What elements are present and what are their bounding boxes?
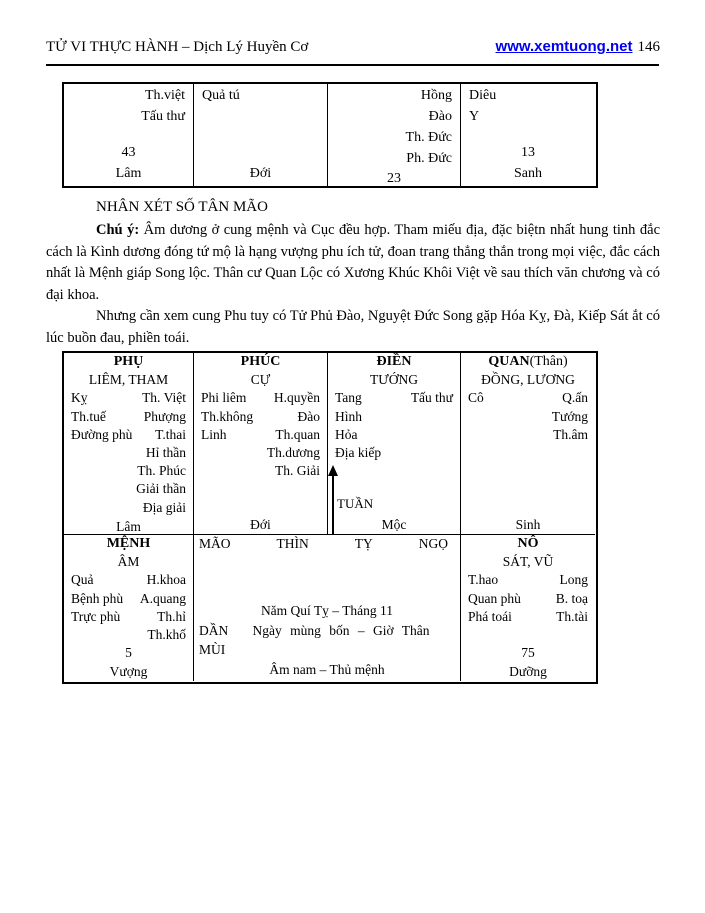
palace-main-stars: ÂM bbox=[117, 554, 140, 570]
palace-stage: Sinh bbox=[515, 517, 541, 532]
cell-number bbox=[202, 143, 319, 163]
star-name-right: Đào bbox=[297, 408, 320, 424]
star-name-left: Quan phù bbox=[468, 590, 521, 606]
star-row bbox=[71, 571, 186, 589]
chart-cell-4 bbox=[461, 84, 595, 186]
cell-number: 23 bbox=[387, 171, 401, 186]
header-right bbox=[496, 38, 660, 56]
chart-cell-3 bbox=[328, 84, 461, 186]
star-row bbox=[71, 444, 186, 462]
star-name-right: Th.khố bbox=[147, 627, 186, 643]
branch-dan: DẦN bbox=[199, 622, 229, 638]
star-name-right: Th. Giải bbox=[275, 463, 320, 479]
star-row bbox=[71, 626, 186, 644]
cell-bottom bbox=[71, 644, 186, 681]
star-row bbox=[71, 389, 186, 407]
star-list bbox=[468, 571, 588, 626]
star-name-right: H.khoa bbox=[146, 572, 186, 588]
palace-title: ĐIỀN bbox=[376, 354, 412, 369]
cell-line: Tấu thư bbox=[141, 109, 185, 124]
star-list bbox=[335, 389, 453, 462]
palace-title: PHÚC bbox=[240, 354, 281, 369]
star-name-right: Th. Việt bbox=[142, 390, 186, 406]
branch-label: NGỌ bbox=[418, 536, 448, 551]
cell-lines bbox=[336, 85, 452, 169]
palace-title: NÔ bbox=[517, 536, 539, 551]
cell-bottom bbox=[335, 515, 453, 534]
star-name-left: Trực phù bbox=[71, 608, 121, 624]
branch-row bbox=[194, 535, 460, 553]
commentary-text bbox=[46, 220, 660, 350]
palace-title: MỆNH bbox=[106, 536, 151, 551]
branch-label: MÃO bbox=[199, 536, 231, 551]
palace-title-main: QUAN bbox=[488, 354, 530, 369]
branch-label: THÌN bbox=[276, 536, 309, 551]
palace-main-stars: ĐỒNG, LƯƠNG bbox=[481, 372, 575, 388]
gender-destiny-line: Âm nam – Thủ mệnh bbox=[269, 661, 385, 677]
paragraph-1 bbox=[46, 220, 660, 306]
cell-line: Đào bbox=[428, 109, 452, 124]
tuan-arrowhead-icon bbox=[328, 465, 338, 476]
cell-line: Hồng bbox=[420, 88, 452, 103]
paragraph-2-text: Nhưng cần xem cung Phu tuy có Tử Phủ Đào, Nguyệt Đức Song gặp Hóa Kỵ, Đà, Kiếp Sát ắt có lúc buồn đau, phiền toái. bbox=[46, 308, 660, 346]
cell-stage-label: Sanh bbox=[514, 166, 542, 181]
star-name-left: Đường phù bbox=[71, 426, 133, 442]
palace-no bbox=[461, 535, 595, 681]
cell-bottom bbox=[71, 517, 186, 535]
palace-stage: Dưỡng bbox=[509, 664, 547, 679]
star-row bbox=[468, 389, 588, 407]
star-row bbox=[468, 590, 588, 608]
website-link[interactable]: www.xemtuong.net bbox=[495, 38, 633, 55]
palace-stage: Mộc bbox=[381, 517, 407, 532]
star-name-right: T.thai bbox=[155, 426, 186, 442]
center-spacer bbox=[194, 553, 460, 601]
star-name-right: Long bbox=[559, 572, 588, 588]
cell-stage-label: Đới bbox=[249, 166, 272, 181]
star-name-right: Tấu thư bbox=[410, 390, 453, 406]
cell-lines bbox=[469, 85, 587, 127]
star-row bbox=[71, 499, 186, 517]
top-chart-fragment bbox=[62, 82, 598, 188]
star-list bbox=[468, 389, 588, 444]
star-row bbox=[201, 444, 320, 462]
star-row bbox=[335, 389, 453, 407]
cell-line: Diêu bbox=[469, 88, 497, 103]
star-row bbox=[71, 426, 186, 444]
page-number: 146 bbox=[637, 39, 660, 55]
palace-stage: Lâm bbox=[116, 518, 141, 534]
cell-bottom bbox=[469, 143, 587, 184]
branch-label: TỴ bbox=[354, 536, 373, 551]
star-row bbox=[468, 571, 588, 589]
page-header bbox=[46, 38, 660, 56]
palace-number: 75 bbox=[521, 644, 535, 660]
palace-number: 5 bbox=[125, 645, 132, 661]
palace-title: PHỤ bbox=[113, 354, 144, 369]
star-list bbox=[71, 389, 186, 516]
star-row bbox=[201, 389, 320, 407]
palace-stage: Vượng bbox=[109, 664, 148, 680]
star-name-right: Địa giải bbox=[142, 499, 186, 515]
star-name-right: Th.hỉ bbox=[157, 608, 186, 624]
cell-bottom bbox=[202, 143, 319, 184]
star-name-left: Phi liêm bbox=[201, 390, 247, 406]
tuvi-chart bbox=[62, 351, 598, 684]
cell-line: Quả tú bbox=[202, 88, 240, 103]
star-name-right: H.quyền bbox=[273, 390, 320, 406]
chart-cell-2 bbox=[194, 84, 328, 186]
section-heading: NHÂN XÉT SỐ TÂN MÃO bbox=[96, 199, 268, 215]
star-list bbox=[201, 389, 320, 480]
star-row bbox=[335, 444, 453, 462]
star-name-right: Th. Phúc bbox=[137, 463, 186, 479]
star-row bbox=[201, 408, 320, 426]
palace-phuc bbox=[194, 353, 328, 535]
paragraph-1-text: Âm dương ở cung mệnh và Cục đều hợp. Tham miếu địa, đặc biệtn nhất hung tinh đắc cách là Kình dương đóng tứ mộ là hạng vượng phu ích tử, đoan trang thẳng thắn trong mọi việc, đắc cách nhất là Mệnh giáp Song lộc. Thân cư Quan Lộc có Xương Khúc Khôi Việt về sau thích văn chương và có đại khoa. bbox=[46, 222, 661, 303]
star-row bbox=[71, 590, 186, 608]
star-name-left: Địa kiếp bbox=[335, 445, 382, 461]
star-name-left: Quả bbox=[71, 572, 94, 588]
star-name-right: Th.âm bbox=[553, 426, 588, 442]
cell-number: 43 bbox=[121, 145, 136, 160]
birth-info bbox=[194, 601, 460, 681]
star-list bbox=[71, 571, 186, 644]
palace-phu bbox=[64, 353, 194, 535]
star-row bbox=[71, 462, 186, 480]
star-name-left: Th.tuế bbox=[71, 408, 106, 424]
star-name-left: Linh bbox=[201, 426, 227, 442]
star-row bbox=[201, 462, 320, 480]
tuan-arrow-icon bbox=[332, 474, 334, 534]
star-row bbox=[468, 608, 588, 626]
cell-line: Th.việt bbox=[144, 88, 185, 103]
star-name-right: Th.dương bbox=[266, 445, 320, 461]
tuan-label: TUẦN bbox=[337, 495, 374, 511]
star-name-right: A.quang bbox=[139, 590, 186, 606]
star-name-left: Cô bbox=[468, 390, 484, 406]
cell-bottom bbox=[72, 143, 185, 184]
branch-mui: MÙI bbox=[199, 642, 226, 657]
chart-center bbox=[194, 535, 461, 681]
paragraph-2 bbox=[46, 306, 660, 349]
star-name-left: Hỏa bbox=[335, 426, 358, 442]
header-divider bbox=[46, 64, 659, 66]
day-hour-line bbox=[194, 621, 460, 641]
star-name-left: Kỵ bbox=[71, 390, 88, 406]
cell-bottom bbox=[336, 169, 452, 186]
star-name-right: Th.quan bbox=[275, 426, 320, 442]
star-row bbox=[201, 426, 320, 444]
cell-bottom bbox=[201, 515, 320, 534]
palace-main-stars: TƯỚNG bbox=[370, 372, 418, 388]
palace-main-stars: LIÊM, THAM bbox=[88, 372, 169, 388]
cell-lines bbox=[202, 85, 319, 106]
palace-dien bbox=[328, 353, 461, 535]
star-row bbox=[335, 426, 453, 444]
star-name-right: Hỉ thần bbox=[145, 445, 186, 461]
star-name-right: Tướng bbox=[551, 408, 588, 424]
star-name-left: Th.không bbox=[201, 408, 254, 424]
palace-title-suffix: (Thân) bbox=[529, 354, 568, 369]
star-row bbox=[468, 426, 588, 444]
cell-lines bbox=[72, 85, 185, 127]
star-row bbox=[71, 608, 186, 626]
star-name-right: B. toạ bbox=[555, 590, 588, 606]
palace-quan bbox=[461, 353, 595, 535]
star-name-right: Th.tài bbox=[556, 608, 588, 624]
day-hour-text: Ngày mùng bốn – Giờ Thân bbox=[252, 622, 430, 638]
star-name-left: Phá toái bbox=[468, 608, 512, 624]
cell-line: Ph. Đức bbox=[406, 151, 452, 166]
star-name-right: Phượng bbox=[143, 408, 186, 424]
star-row bbox=[335, 408, 453, 426]
star-name-left: Bệnh phù bbox=[71, 590, 124, 606]
palace-main-stars: CỰ bbox=[250, 372, 271, 388]
document-title: TỬ VI THỰC HÀNH – Dịch Lý Huyền Cơ bbox=[46, 39, 309, 55]
star-name-right: Giải thần bbox=[136, 481, 186, 497]
star-name-left: Hình bbox=[335, 408, 362, 424]
chart-cell-1 bbox=[64, 84, 194, 186]
cell-stage-label: Lâm bbox=[115, 166, 142, 181]
palace-menh bbox=[64, 535, 194, 681]
star-name-right: Q.ấn bbox=[562, 390, 588, 406]
palace-title bbox=[468, 353, 588, 371]
star-name-left: T.hao bbox=[468, 572, 499, 588]
star-row bbox=[71, 408, 186, 426]
star-row bbox=[71, 480, 186, 498]
cell-line: Y bbox=[469, 109, 480, 124]
cell-bottom bbox=[468, 644, 588, 681]
cell-line: Th. Đức bbox=[405, 130, 452, 145]
star-name-left: Tang bbox=[335, 390, 362, 406]
palace-main-stars: SÁT, VŨ bbox=[502, 554, 554, 570]
palace-stage: Đới bbox=[250, 517, 271, 532]
year-month-line: Năm Quí Tỵ – Tháng 11 bbox=[260, 603, 394, 618]
note-lead: Chú ý: bbox=[96, 222, 140, 238]
cell-number: 13 bbox=[521, 145, 535, 160]
star-row bbox=[468, 408, 588, 426]
cell-bottom bbox=[468, 515, 588, 534]
